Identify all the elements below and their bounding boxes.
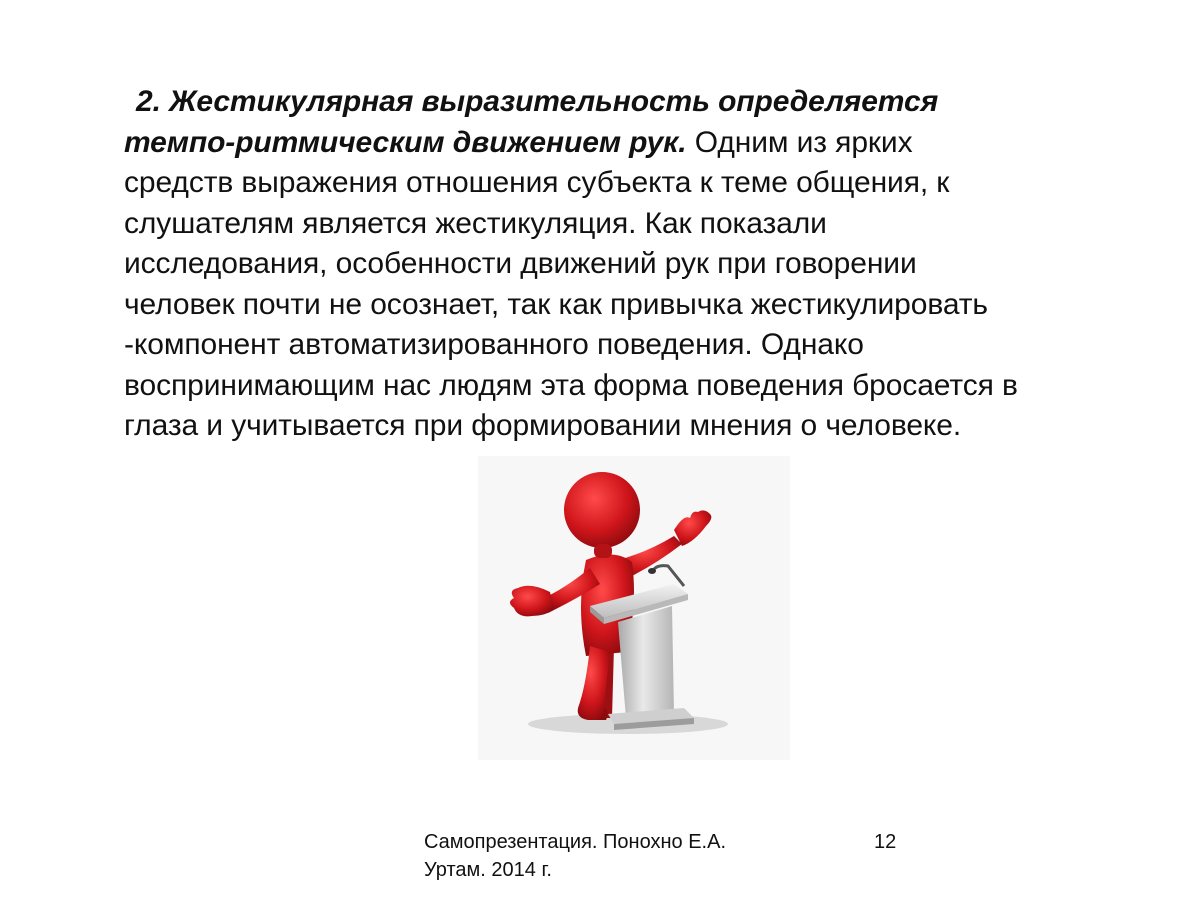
heading-line-1 [124,82,1164,123]
body-text-line: средств выражения отношения субъекта к теме общения, к [124,166,950,199]
footer-line-2: Уртам. 2014 г. [424,859,552,881]
body-text-line: слушателям является жестикуляция. Как показали [124,206,827,240]
body-text-line: человек почти не осознает, так как привычка жестикулировать [124,287,988,321]
slide-body-text [124,82,1164,447]
body-text-line: глаза и учитывается при формировании мнения о человеке. [124,409,962,442]
heading-line-2 [124,123,1164,164]
speaker-illustration [478,456,790,760]
page-number: 12 [874,831,897,853]
footer-caption [424,828,726,884]
speaker-at-podium-icon [478,456,790,760]
body-text-line: воспринимающим нас людям эта форма поведения бросается в [124,368,1018,402]
heading-bold-italic-1: 2. Жестикулярная выразительность определяется [136,85,939,118]
body-text-line: -компонент автоматизированного поведения. Однако [124,328,864,361]
heading-bold-italic-2: темпо-ритмическим движением рук. [124,125,687,159]
body-text-line-2-rest: Одним из ярких [686,125,913,159]
footer-line-1: Самопрезентация. Понохно Е.А. [424,831,727,853]
body-text-line: исследования, особенности движений рук при говорении [124,247,917,280]
